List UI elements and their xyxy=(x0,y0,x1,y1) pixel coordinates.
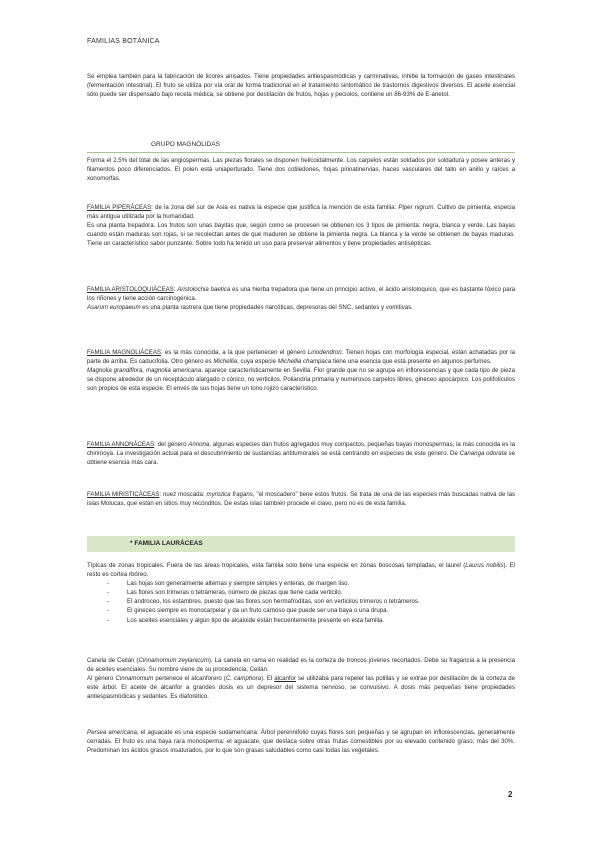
intro-paragraph xyxy=(87,72,515,99)
lauraceas-bullet-list xyxy=(87,579,515,624)
piperaceas-text-1: : de la zona del sur de Asia es nativa la especie que justifica la mención de esta familia: xyxy=(151,204,399,211)
piperaceas-species-1: Piper nigrum xyxy=(398,204,434,211)
aristoloquiaceas-title: FAMILIA ARISTOLOQUIÁCEAS xyxy=(87,286,174,293)
lauraceas-species-1: Laurus nobilis xyxy=(465,562,504,569)
aristoloquiaceas-separator: : xyxy=(173,286,178,293)
magnoliaceas-text-2: . Tienen hojas con morfología especial, están achatadas por la parte de arriba. Es caducifolia. Otro género es xyxy=(87,349,515,366)
aristoloquiaceas-species-2: Asarum europaeum xyxy=(87,304,141,312)
magnoliaceas-species-1: Liriodendron xyxy=(307,349,342,356)
alcanfor-text-1: Al género xyxy=(87,675,116,683)
annonaceas-title: FAMILIA ANNONÁCEAS xyxy=(87,441,155,448)
piperaceas-title: FAMILIA PIPERÁCEAS xyxy=(87,204,152,211)
magnoliaceas-text-3: , cuya especie xyxy=(237,358,278,366)
miristicaceas-text-1: : nuez moscada: xyxy=(159,491,207,498)
lauraceas-text-2: ). El resto es cortea rbóreo. xyxy=(87,562,515,579)
annonaceas-text-2: , algunas especies dan frutos agregados muy compactos, pequeñas bayas monospermas, la más conocida es la chirimoya. La investigación actual para el descubrimiento de sustancias antitumorales se está centrando en especies de este género. De xyxy=(87,441,515,458)
lauraceas-text-1: Típicas de zonas tropicales. Fuera de las áreas tropicales, esta familia solo tiene una especie en zonas boscosas templadas, el laurel ( xyxy=(87,562,466,569)
miristicaceas-species-1: myristica fragans xyxy=(206,491,253,498)
page-header: FAMILIAS BOTÁNICA xyxy=(87,38,160,45)
lauraceas-heading-band xyxy=(87,536,515,552)
magnoliaceas-text-5: , aparece característicamente en Sevilla. Flor grande que no se agrupa en inflorescencias y que cada tipo de pieza se dispone alrededor de un receptáculo alargado o cónico, no verticilos. Poliandria primaria y numerosos carpelos libres, gineceo apocárpico. Los polifolículos son propios de esta especie. El envés de sus hojas tiene un tono rojizo característico. xyxy=(87,367,515,393)
annonaceas-species-2: Cananga odorata xyxy=(459,450,507,458)
aristoloquiaceas-species-1: Aristolochia baetica xyxy=(177,286,231,293)
section-canela xyxy=(87,656,515,701)
alcanfor-underlined: alcanfor xyxy=(274,675,296,683)
aristoloquiaceas-text-1: es una hierba trepadora que tiene un principio activo, el ácido aristoloquico, que es bastante tóxico para los riñones y tiene acción carcinogénica. xyxy=(87,286,516,303)
list-item: - Las flores son trímeras o tetrámeras, número de piezas que tiene cada verticilo. xyxy=(87,588,515,597)
list-item: - Las hojas son generalmente alternas y siempre simples y enteras, de margen liso. xyxy=(87,579,515,588)
list-item: - Los aceites esenciales y algún tipo de alcaloide están frecuentemente presente en esta familia. xyxy=(87,616,515,625)
annonaceas-species-1: Annona xyxy=(188,441,210,448)
canela-text-2: ). La canela en rama en realidad es la corteza de troncos jóvenes recortados. Debe su fragancia a la presencia de aceites esenciales. Su nombre viene de su procedencia, Ceilán. xyxy=(87,657,515,674)
alcanfor-species: C. camphora xyxy=(225,675,262,683)
magnoliaceas-title: FAMILIA MAGNOLIÁCEAS xyxy=(87,349,161,356)
section-persea xyxy=(87,728,515,755)
section-magnoliaceas xyxy=(87,348,515,393)
page-number: 2 xyxy=(508,790,513,799)
canela-text-1: Canela de Ceilán ( xyxy=(87,657,139,664)
canela-species: Cinnamomum zeylanicum xyxy=(138,657,209,664)
annonaceas-text-1: : del género xyxy=(154,441,189,448)
piperaceas-paragraph-2: Es una planta trepadora. Los frutos son unas bayitas que, según como se procesen se obtienen los 3 tipos de pimienta: negra, blanca y verde. Las bayas cuando están maduras son rojas, si se recolectan antes de que maduren se obtiene la pimienta negra. La blanca y la verde se obtienen de bayas maduras. Tiene un característico sabor punzante. Sobre todo ha tenido un uso para preservar alimentos y tiene propiedades antisépticas. xyxy=(87,222,515,248)
section-aristoloquiaceas xyxy=(87,285,515,312)
miristicaceas-text-2: , "el moscadero" tiene estos frutos. Se trata de una de las especies más buscadas nativa de las islas Molucas, que están en sitios muy recónditos. De estas islas también procede el clavo, pero no es de esta familia. xyxy=(87,491,516,508)
alcanfor-text-2: pertenece el alcanforero ( xyxy=(153,675,226,683)
lauraceas-heading: * FAMILIA LAURÁCEAS xyxy=(130,540,203,547)
alcanfor-genus: Cinnamomum xyxy=(115,675,154,683)
magnoliaceas-species-2: Michellia xyxy=(213,358,238,366)
section-piperaceas xyxy=(87,203,515,248)
group-heading: GRUPO MAGNÓLIDAS xyxy=(151,141,220,148)
alcanfor-text-4: se utilizaba para repeler las polillas y se extrae por destilación de la corteza de este árbol. El aceite de alcanfor a grandes dosis es un depresor del sistema nervioso, se convulsivo. A dosis más pequeñas tiene propiedades antiespasmódicas y sedantes. Es diaforético. xyxy=(87,675,516,701)
magnoliaceas-text-4: tiene una esencia que está presente en algunos perfumes. xyxy=(331,358,492,366)
miristicaceas-title: FAMILIA MIRISTICÁCEAS xyxy=(87,491,160,498)
magnoliaceas-text-1: : es la más conocida, a la que pertenecen el género xyxy=(160,349,308,356)
group-heading-bar xyxy=(87,138,515,153)
section-lauraceas xyxy=(87,561,515,625)
alcanfor-text-3: ). El xyxy=(261,675,275,683)
magnoliaceas-species-3: Michellia champaca xyxy=(277,358,332,366)
group-text: Forma el 2.5% del total de las angiospermas. Las piezas florales se disponen helicoidalmente. Los carpelos están soldados por soldadura y posee anteras y filamentos poco diferenciados. El polen está uniaperturado. Tiene dos cotiledones, hojas pinnatinervias, haces vasculares del tallo en anillo y raíces a xonomorfas. xyxy=(87,157,515,183)
section-annonaceas xyxy=(87,440,515,467)
list-item: - El androceo, los estambres, puesto que las flores son hermafroditas, son en verticilos trímeros o tetrámeros. xyxy=(87,597,515,606)
persea-text-1: , el aguacate es una especie sudamericana. Árbol perennifolio cuyas flores son pequeñas y se agrupan en inflorescencias, generalmente cerradas. El fruto es una baya rara monosperma: el aguacate, que destaca sobre otras frutas comestibles por su elevado contenido graso, más del 30%. Predominan los ácidos grasos insaturados, por lo que son grasas saludables como casi todas las vegetales. xyxy=(87,729,515,755)
group-paragraph xyxy=(87,156,515,183)
persea-species: Persea americana xyxy=(87,729,137,736)
magnoliaceas-species-4: Magnolia grandiflora, magnolia americana xyxy=(87,367,202,375)
list-item: - El gineceo siempre es monocarpelar y da un fruto carnoso que puede ser una baya o una drupa. xyxy=(87,606,515,615)
aristoloquiaceas-text-2: es una planta rastrera que tiene propiedades narcóticas, depresoras del SNC, sedantes y vomitivas. xyxy=(140,304,413,312)
annonaceas-text-3: se obtiene esencia más cara. xyxy=(87,450,515,467)
section-miristicaceas xyxy=(87,490,515,508)
intro-text: Se emplea también para la fabricación de licores anisados. Tiene propiedades antiespasmódicas y carminativas, inhibe la formación de gases intestinales (fermentación intestinal). El fruto se utiliza por vía oral de forma tradicional en el tratamiento sintomático de trastornos digestivos diversos. El aceite esencial sólo puede ser dispensado bajo receta médica, se obtiene por destilación de frutos, hojas y peciolos, contiene un 86-93% de E-anetol. xyxy=(87,73,515,99)
piperaceas-text-2: . Cultivo de pimienta, especia más antigua utilizada por la humanidad. xyxy=(87,204,516,221)
